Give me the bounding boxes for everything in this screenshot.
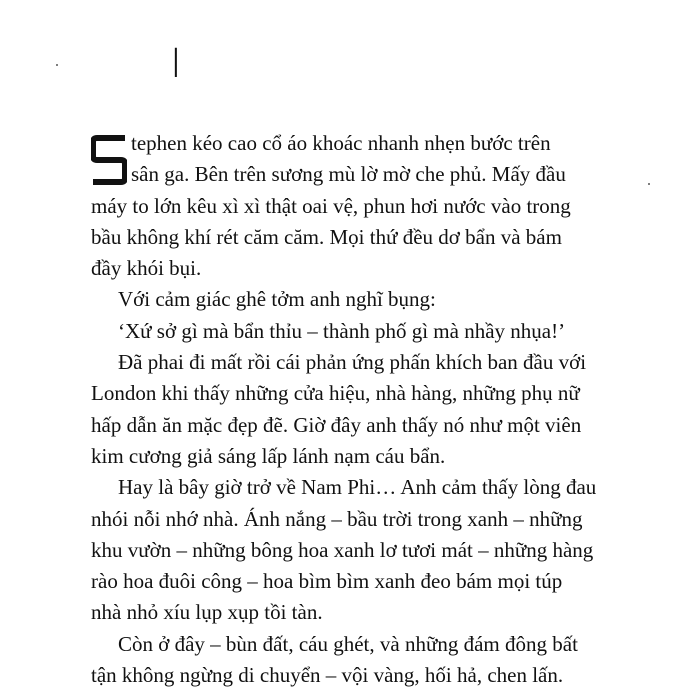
text-line: Với cảm giác ghê tởm anh nghĩ bụng: <box>118 287 436 312</box>
text-line: rào hoa đuôi công – hoa bìm bìm xanh đeo bám mọi túp <box>91 569 563 594</box>
chapter-number: I <box>170 41 182 87</box>
scan-speck <box>648 183 650 185</box>
scan-speck <box>56 64 58 66</box>
paragraph-5 <box>91 472 610 628</box>
text-line: hấp dẫn ăn mặc đẹp đẽ. Giờ đây anh thấy nó như một viên <box>91 412 582 437</box>
paragraph-4 <box>91 347 610 472</box>
text-line: London khi thấy những cửa hiệu, nhà hàng, những phụ nữ <box>91 381 580 406</box>
paragraph-3 <box>91 316 610 347</box>
text-line: bầu không khí rét căm căm. Mọi thứ đều dơ bẩn và bám <box>91 224 562 249</box>
body-text <box>91 128 610 691</box>
paragraph-6 <box>91 629 610 692</box>
text-line: tephen kéo cao cổ áo khoác nhanh nhẹn bước trên <box>131 131 551 155</box>
text-line: Còn ở đây – bùn đất, cáu ghét, và những đám đông bất <box>118 631 578 656</box>
paragraph-1 <box>91 128 610 284</box>
text-line: ‘Xứ sở gì mà bẩn thỉu – thành phố gì mà nhầy nhụa!’ <box>118 318 566 343</box>
text-line: đầy khói bụi. <box>91 256 202 281</box>
text-line: Hay là bây giờ trở về Nam Phi… Anh cảm thấy lòng đau <box>118 475 597 500</box>
text-line: sân ga. Bên trên sương mù lờ mờ che phủ. Mấy đầu <box>131 162 566 187</box>
text-line: tận không ngừng di chuyển – vội vàng, hối hả, chen lấn. <box>91 663 564 688</box>
text-line: kim cương giả sáng lấp lánh nạm cáu bẩn. <box>91 443 446 468</box>
drop-cap-letter <box>91 134 127 186</box>
text-line: nhói nỗi nhớ nhà. Ánh nắng – bầu trời trong xanh – những <box>91 506 583 531</box>
text-line: Đã phai đi mất rồi cái phản ứng phấn khích ban đầu với <box>118 350 587 375</box>
text-line: nhà nhỏ xíu lụp xụp tồi tàn. <box>91 600 323 625</box>
text-line: khu vườn – những bông hoa xanh lơ tươi mát – những hàng <box>91 537 594 562</box>
paragraph-2 <box>91 284 610 315</box>
text-line: máy to lớn kêu xì xì thật oai vệ, phun hơi nước vào trong <box>91 193 571 218</box>
